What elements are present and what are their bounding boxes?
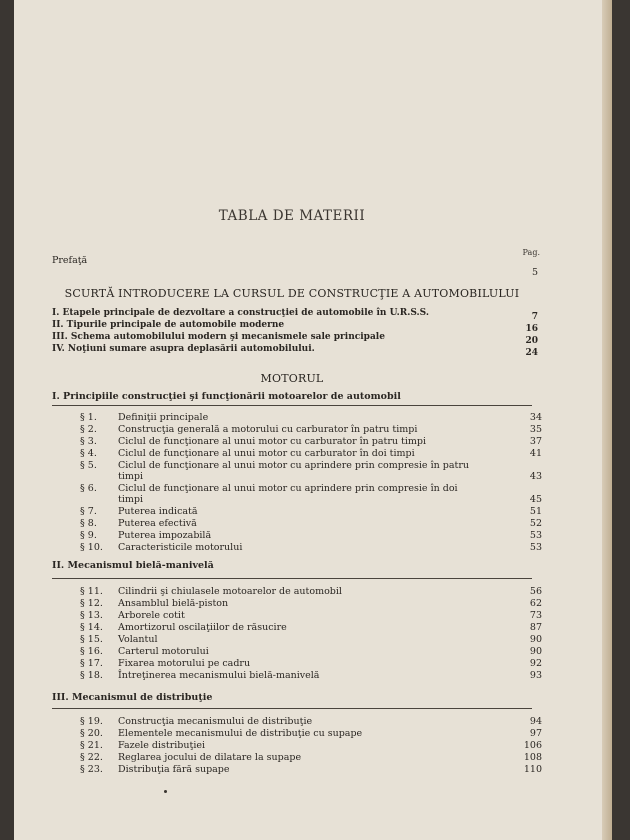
item-title: Arborele cotit [118,610,185,621]
item-title: Reglarea jocului de dilatare la supape [118,752,302,763]
item-number: § 3. [80,436,97,447]
item-title: Elementele mecanismului de distribuţie cu supape [118,728,363,739]
item-page: 41 [529,448,542,459]
item-page: 34 [529,412,542,423]
item-page: 90 [529,634,542,645]
part-title: III. Schema automobilului modern şi mecanismele sale principale [52,332,385,342]
item-number: § 12. [80,598,103,609]
item-title: Întreţinerea mecanismului bielă-manivelă [118,670,320,681]
divider [52,578,532,579]
item-number: § 22. [80,752,103,763]
part-title: IV. Noţiuni sumare asupra deplasării automobilului. [52,344,315,354]
item-page: 45 [529,494,542,505]
item-title-continued: timpi [118,471,143,482]
item-number: § 20. [80,728,103,739]
chapter-heading: III. Mecanismul de distribuţie [52,692,213,703]
chapter-heading: I. Principiile construcţiei şi funcţionării motoarelor de automobil [52,391,401,402]
item-page: 56 [529,586,542,597]
chapter-heading: II. Mecanismul bielă-manivelă [52,560,214,571]
item-number: § 23. [80,764,103,775]
item-number: § 2. [80,424,97,435]
item-number: § 8. [80,518,97,529]
item-title: Amortizorul oscilaţiilor de răsucire [118,622,287,633]
page-edge [602,0,612,840]
item-page: 92 [529,658,542,669]
part-page: 20 [525,336,538,346]
item-title: Caracteristicile motorului [118,542,243,553]
part-page: 7 [531,312,538,322]
item-number: § 19. [80,716,103,727]
part-page: 24 [525,348,538,358]
book-page [14,0,604,840]
item-title: Cilindrii şi chiulasele motoarelor de automobil [118,586,342,597]
item-page: 90 [529,646,542,657]
item-title: Fixarea motorului pe cadru [118,658,251,669]
item-title: Ciclul de funcţionare al unui motor cu aprindere prin compresie în patru [118,460,469,471]
item-number: § 6. [80,483,97,494]
item-number: § 11. [80,586,103,597]
item-page: 110 [523,764,542,775]
item-number: § 21. [80,740,103,751]
item-number: § 15. [80,634,103,645]
item-number: § 9. [80,530,97,541]
item-title: Ciclul de funcţionare al unui motor cu aprindere prin compresie în doi [118,483,458,494]
item-title: Ansamblul bielă-piston [118,598,229,609]
page-title: TABLA DE MATERII [218,208,366,224]
item-page: 53 [529,530,542,541]
item-page: 106 [523,740,542,751]
item-number: § 5. [80,460,97,471]
item-number: § 7. [80,506,97,517]
item-number: § 1. [80,412,97,423]
item-page: 93 [529,670,542,681]
item-title: Fazele distribuţiei [118,740,206,751]
item-title: Ciclul de funcţionare al unui motor cu carburator în patru timpi [118,436,427,447]
item-page: 52 [529,518,542,529]
item-page: 35 [529,424,542,435]
item-number: § 14. [80,622,103,633]
item-title-continued: timpi [118,494,143,505]
ink-dot [164,790,167,793]
item-number: § 4. [80,448,97,459]
part-title: II. Tipurile principale de automobile moderne [52,320,285,330]
item-title: Puterea indicată [118,506,198,517]
item-title: Puterea impozabilă [118,530,212,541]
item-page: 62 [529,598,542,609]
item-number: § 18. [80,670,103,681]
item-title: Volantul [118,634,158,645]
divider [52,708,532,709]
item-number: § 10. [80,542,103,553]
section-heading-intro: SCURTĂ INTRODUCERE LA CURSUL DE CONSTRUCŢIE A AUTOMOBILULUI [64,287,520,300]
item-title: Construcţia mecanismului de distribuţie [118,716,313,727]
entry-page: 5 [531,267,538,278]
item-title: Carterul motorului [118,646,209,657]
part-page: 16 [525,324,538,334]
item-title: Definiţii principale [118,412,209,423]
toc-part [52,342,538,358]
toc-entry-preface [52,254,538,278]
section-heading-motor: MOTORUL [260,372,324,385]
item-page: 73 [529,610,542,621]
item-page: 87 [529,622,542,633]
item-number: § 17. [80,658,103,669]
item-number: § 13. [80,610,103,621]
item-page: 37 [529,436,542,447]
item-title: Distribuţia fără supape [118,764,230,775]
divider [52,405,532,406]
item-page: 108 [523,752,542,763]
item-page: 51 [529,506,542,517]
item-page: 97 [529,728,542,739]
item-title: Ciclul de funcţionare al unui motor cu carburator în doi timpi [118,448,415,459]
item-page: 43 [529,471,542,482]
item-page: 94 [529,716,542,727]
item-title: Puterea efectivă [118,518,197,529]
item-title: Construcţia generală a motorului cu carburator în patru timpi [118,424,418,435]
part-title: I. Etapele principale de dezvoltare a construcţiei de automobile în U.R.S.S. [52,308,429,318]
entry-title: Prefaţă [52,255,88,266]
item-number: § 16. [80,646,103,657]
page-column-label: Pag. [522,248,540,257]
item-page: 53 [529,542,542,553]
